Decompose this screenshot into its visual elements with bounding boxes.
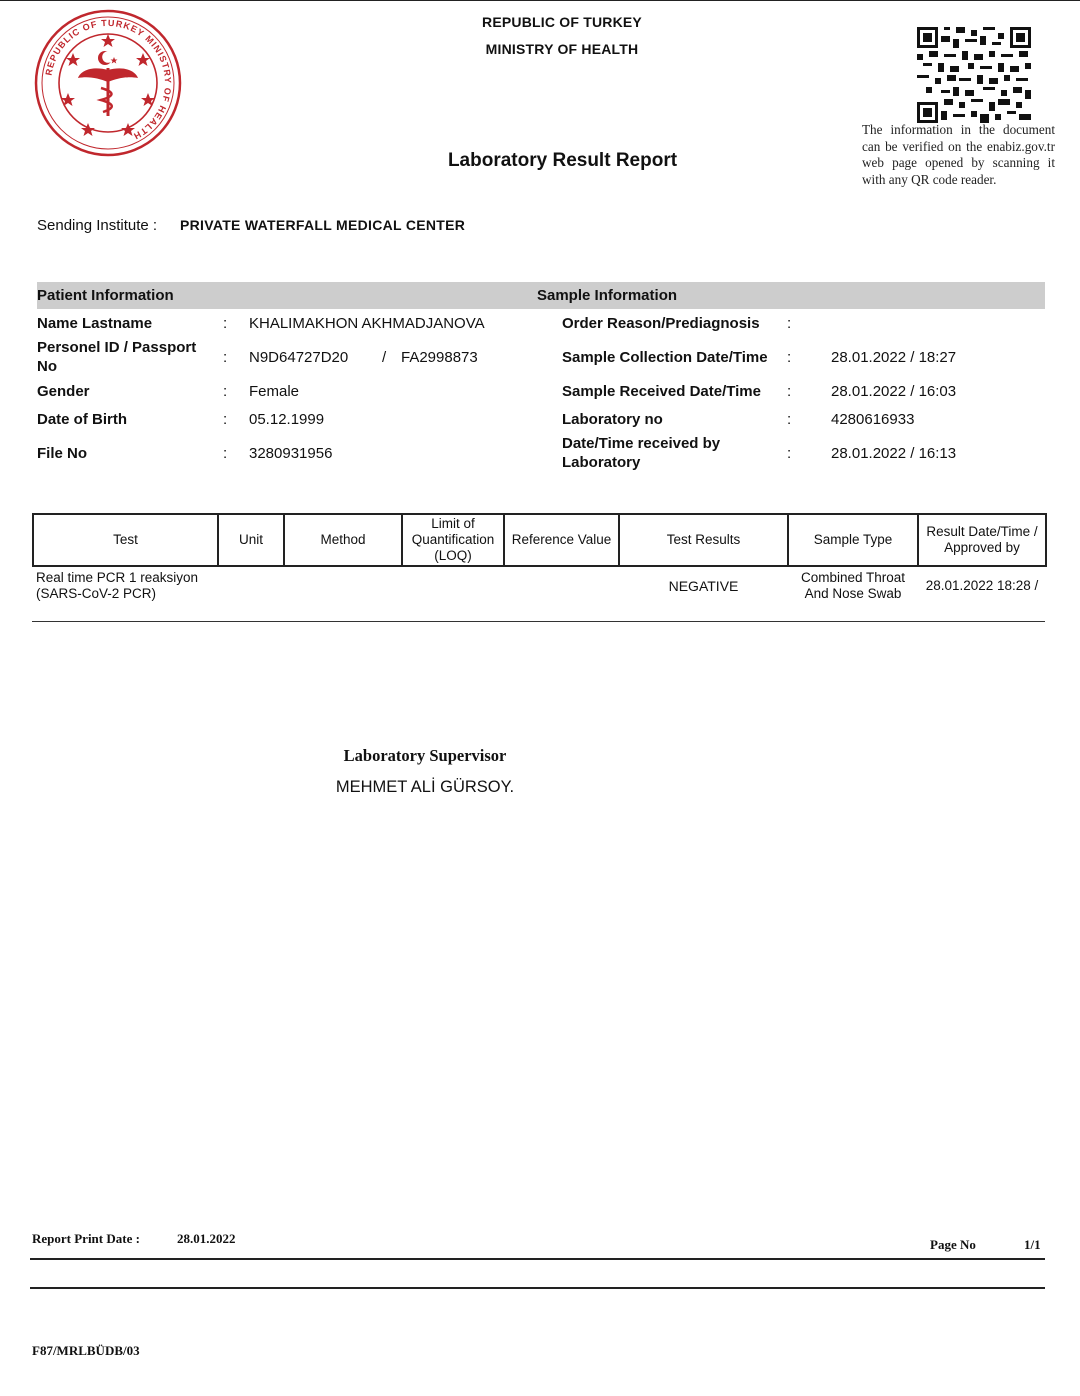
ministry-heading: MINISTRY OF HEALTH <box>485 41 639 57</box>
supervisor-name: MEHMET ALİ GÜRSOY. <box>335 778 515 796</box>
colon: : <box>787 383 792 400</box>
qr-code[interactable] <box>917 27 1031 123</box>
table-header-row <box>33 514 1046 566</box>
colon: : <box>223 349 228 366</box>
colon: : <box>223 315 228 332</box>
column-header: Unit <box>218 514 284 566</box>
results-table <box>32 513 1047 603</box>
column-header: Result Date/Time / Approved by <box>918 514 1046 566</box>
column-header: Method <box>284 514 402 566</box>
column-header: Reference Value <box>504 514 619 566</box>
table-row <box>33 566 1046 603</box>
test-name-cell: Real time PCR 1 reaksiyon (SARS-CoV-2 PCR) <box>36 570 199 601</box>
colon: : <box>787 349 792 366</box>
footer-rule <box>30 1287 1045 1289</box>
form-code: F87/MRLBÜDB/03 <box>32 1343 140 1358</box>
result-date-cell: 28.01.2022 18:28 / <box>925 578 1039 593</box>
sending-institute-value: PRIVATE WATERFALL MEDICAL CENTER <box>180 217 466 233</box>
personel-id-value: N9D64727D20 <box>249 349 349 366</box>
lab-no-value: 4280616933 <box>831 411 915 428</box>
dob-label: Date of Birth <box>37 411 127 428</box>
dob-value: 05.12.1999 <box>249 411 325 428</box>
test-result-cell: NEGATIVE <box>668 578 739 594</box>
sample-type-cell: Combined Throat And Nose Swab <box>800 570 906 601</box>
id-label: Personel ID / Passport No <box>37 339 197 375</box>
collection-label: Sample Collection Date/Time <box>562 349 768 366</box>
unit-cell <box>218 566 284 603</box>
column-header: Test <box>33 514 218 566</box>
top-border <box>0 0 1080 1</box>
qr-verification-note: The information in the document can be verified on the enabiz.gov.tr web page opened by scanning it with any QR code reader. <box>862 122 1055 187</box>
lab-received-value: 28.01.2022 / 16:13 <box>831 445 957 462</box>
colon: : <box>787 315 792 332</box>
sending-institute-label: Sending Institute : <box>37 217 158 234</box>
received-value: 28.01.2022 / 16:03 <box>831 383 957 400</box>
lab-received-label: Date/Time received by Laboratory <box>562 435 721 471</box>
patient-info-heading: Patient Information <box>37 287 174 304</box>
footer-rule <box>30 1258 1045 1260</box>
colon: : <box>223 383 228 400</box>
ministry-seal-logo <box>33 8 183 158</box>
column-header: Test Results <box>619 514 788 566</box>
report-title: Laboratory Result Report <box>447 150 678 171</box>
page-no-label: Page No <box>930 1237 976 1252</box>
colon: : <box>787 411 792 428</box>
print-date-label: Report Print Date : <box>32 1231 140 1246</box>
sample-info-heading: Sample Information <box>537 287 678 304</box>
svg-text:REPUBLIC OF TURKEY MINISTRY OF: REPUBLIC OF TURKEY MINISTRY OF HEALTH <box>43 17 174 142</box>
file-no-value: 3280931956 <box>249 445 333 462</box>
print-date-value: 28.01.2022 <box>177 1231 236 1246</box>
name-value: KHALIMAKHON AKHMADJANOVA <box>249 315 485 332</box>
passport-value: FA2998873 <box>401 349 478 366</box>
column-header: Limit of Quantification (LOQ) <box>402 514 504 566</box>
id-separator: / <box>382 349 387 366</box>
table-bottom-rule <box>32 621 1045 622</box>
collection-value: 28.01.2022 / 18:27 <box>831 349 957 366</box>
gender-label: Gender <box>37 383 90 400</box>
name-label: Name Lastname <box>37 315 153 332</box>
order-reason-label: Order Reason/Prediagnosis <box>562 315 760 332</box>
loq-cell <box>402 566 504 603</box>
colon: : <box>787 445 792 462</box>
lab-no-label: Laboratory no <box>562 411 663 428</box>
column-header: Sample Type <box>788 514 918 566</box>
colon: : <box>223 445 228 462</box>
file-no-label: File No <box>37 445 88 462</box>
supervisor-title: Laboratory Supervisor <box>343 746 507 765</box>
method-cell <box>284 566 402 603</box>
colon: : <box>223 411 228 428</box>
reference-cell <box>504 566 619 603</box>
received-label: Sample Received Date/Time <box>562 383 761 400</box>
gender-value: Female <box>249 383 300 400</box>
page-no-value: 1/1 <box>1024 1237 1041 1252</box>
country-heading: REPUBLIC OF TURKEY <box>482 14 642 30</box>
